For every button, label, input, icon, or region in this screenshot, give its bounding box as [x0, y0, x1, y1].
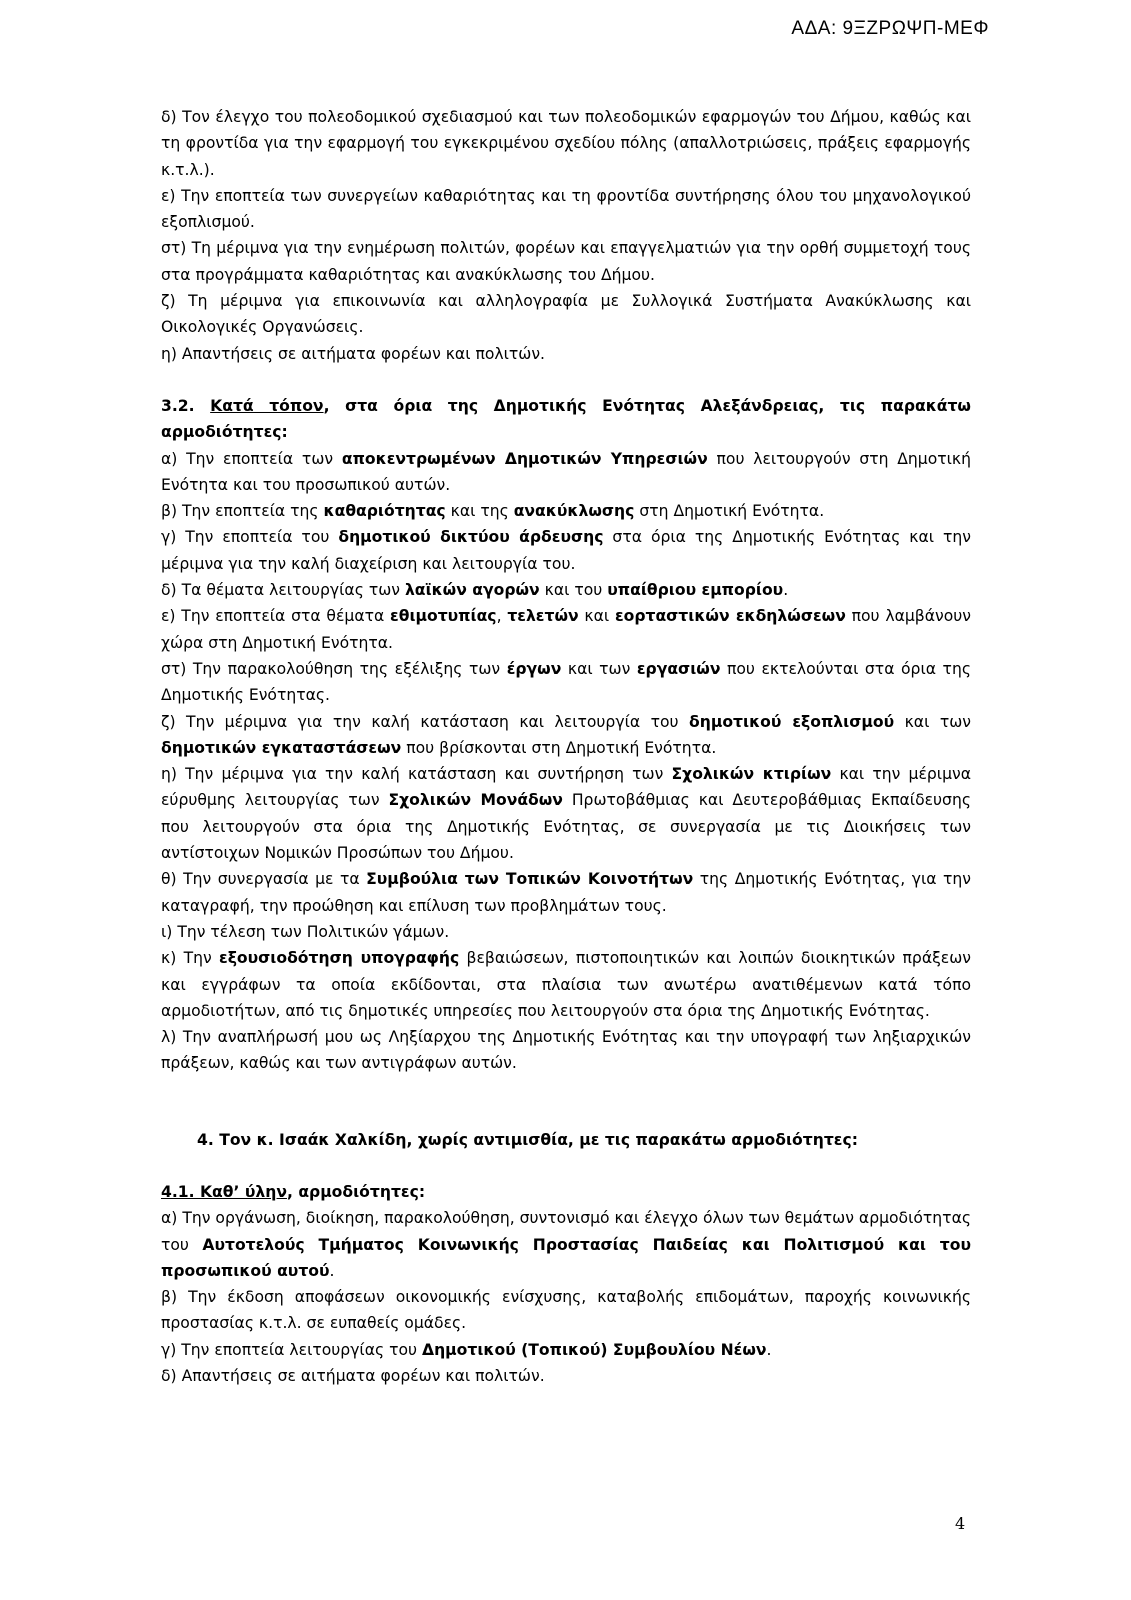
paragraph-3-2-g: γ) Την εποπτεία του δημοτικού δικτύου άρδευσης στα όρια της Δημοτικής Ενότητας και την μέριμνα για την καλή διαχείριση και λειτουργία του.	[161, 528, 971, 573]
paragraph-3-2-st: στ) Την παρακολούθηση της εξέλιξης των έργων και των εργασιών που εκτελούνται στα όρια της Δημοτικής Ενότητας.	[161, 659, 971, 705]
paragraph-3-1-h: η) Απαντήσεις σε αιτήματα φορέων και πολιτών.	[161, 344, 545, 363]
paragraph-4-1-d: δ) Απαντήσεις σε αιτήματα φορέων και πολιτών.	[161, 1367, 545, 1386]
paragraph-4-1-b: β) Την έκδοση αποφάσεων οικονομικής ενίσχυσης, καταβολής επιδομάτων, παροχής κοινωνικής προστασίας κ.τ.λ. σε ευπαθείς ομάδες.	[161, 1288, 971, 1333]
ada-code: ΑΔΑ: 9ΞΖΡΩΨΠ-ΜΕΦ	[791, 18, 989, 39]
paragraph-3-2-k: κ) Την εξουσιοδότηση υπογραφής βεβαιώσεων, πιστοποιητικών και λοιπών διοικητικών πράξεων και εγγράφων τα οποία εκδίδονται, στα πλαίσια των ανωτέρω ανατιθέμενων κατά τόπο αρμοδιοτήτων, από τις δημοτικές υπηρεσίες που λειτουργούν στα όρια της Δημοτικής Ενότητας.	[161, 949, 971, 1020]
section-4-1-heading: 4.1. Καθ’ ύλην, αρμοδιότητες:	[161, 1182, 426, 1201]
section-4-heading: 4. Τον κ. Ισαάκ Χαλκίδη, χωρίς αντιμισθία, με τις παρακάτω αρμοδιότητες:	[197, 1130, 858, 1149]
paragraph-3-2-i: ι) Την τέλεση των Πολιτικών γάμων.	[161, 922, 450, 941]
paragraph-3-2-th: θ) Την συνεργασία με τα Συμβούλια των Τοπικών Κοινοτήτων της Δημοτικής Ενότητας, για την καταγραφή, την προώθηση και επίλυση των προβλημάτων τους.	[161, 870, 971, 915]
section-3-2-heading: 3.2. Κατά τόπον, στα όρια της Δημοτικής Ενότητας Αλεξάνδρειας, τις παρακάτω αρμοδιότητες:	[161, 396, 971, 442]
paragraph-3-1-z: ζ) Τη μέριμνα για επικοινωνία και αλληλογραφία με Συλλογικά Συστήματα Ανακύκλωσης και Οικολογικές Οργανώσεις.	[161, 292, 971, 337]
paragraph-3-2-l: λ) Την αναπλήρωσή μου ως Ληξίαρχου της Δημοτικής Ενότητας και την υπογραφή των ληξιαρχικών πράξεων, καθώς και των αντιγράφων αυτών.	[161, 1028, 971, 1073]
paragraph-3-2-h: η) Την μέριμνα για την καλή κατάσταση και συντήρηση των Σχολικών κτιρίων και την μέριμνα εύρυθμης λειτουργίας των Σχολικών Μονάδων Πρωτοβάθμιας και Δευτεροβάθμιας Εκπαίδευσης που λειτουργούν στα όρια της Δημοτικής Ενότητας, σε συνεργασία με τις Διοικήσεις των αντίστοιχων Νομικών Προσώπων του Δήμου.	[161, 765, 971, 863]
paragraph-3-2-z: ζ) Την μέριμνα για την καλή κατάσταση και λειτουργία του δημοτικού εξοπλισμού και των δημοτικών εγκαταστάσεων που βρίσκονται στη Δημοτική Ενότητα.	[161, 712, 971, 757]
paragraph-3-2-a: α) Την εποπτεία των αποκεντρωμένων Δημοτικών Υπηρεσιών που λειτουργούν στη Δημοτική Ενότητα και του προσωπικού αυτών.	[161, 449, 971, 494]
paragraph-4-1-g: γ) Την εποπτεία λειτουργίας του Δημοτικού (Τοπικού) Συμβουλίου Νέων.	[161, 1340, 772, 1359]
paragraph-3-2-e: ε) Την εποπτεία στα θέματα εθιμοτυπίας, τελετών και εορταστικών εκδηλώσεων που λαμβάνουν χώρα στη Δημοτική Ενότητα.	[161, 607, 972, 652]
paragraph-3-1-st: στ) Τη μέριμνα για την ενημέρωση πολιτών, φορέων και επαγγελματιών για την ορθή συμμετοχή τους στα προγράμματα καθαριότητας και ανακύκλωσης του Δήμου.	[161, 239, 971, 284]
paragraph-3-2-b: β) Την εποπτεία της καθαριότητας και της ανακύκλωσης στη Δημοτική Ενότητα.	[161, 502, 825, 521]
paragraph-3-1-d: δ) Τον έλεγχο του πολεοδομικού σχεδιασμού και των πολεοδομικών εφαρμογών του Δήμου, καθώς και τη φροντίδα για την εφαρμογή του εγκεκριμένου σχεδίου πόλης (απαλλοτριώσεις, πράξεις εφαρμογής κ.τ.λ.).	[161, 108, 971, 179]
document-body	[161, 104, 971, 1389]
paragraph-4-1-a: α) Την οργάνωση, διοίκηση, παρακολούθηση, συντονισμό και έλεγχο όλων των θεμάτων αρμοδιότητας του Αυτοτελούς Τμήματος Κοινωνικής Προστασίας Παιδείας και Πολιτισμού και του προσωπικού αυτού.	[161, 1209, 971, 1280]
paragraph-3-2-d: δ) Τα θέματα λειτουργίας των λαϊκών αγορών και του υπαίθριου εμπορίου.	[161, 581, 789, 600]
page-number: 4	[955, 1514, 966, 1533]
paragraph-3-1-e: ε) Την εποπτεία των συνεργείων καθαριότητας και τη φροντίδα συντήρησης όλου του μηχανολογικού εξοπλισμού.	[161, 186, 971, 232]
